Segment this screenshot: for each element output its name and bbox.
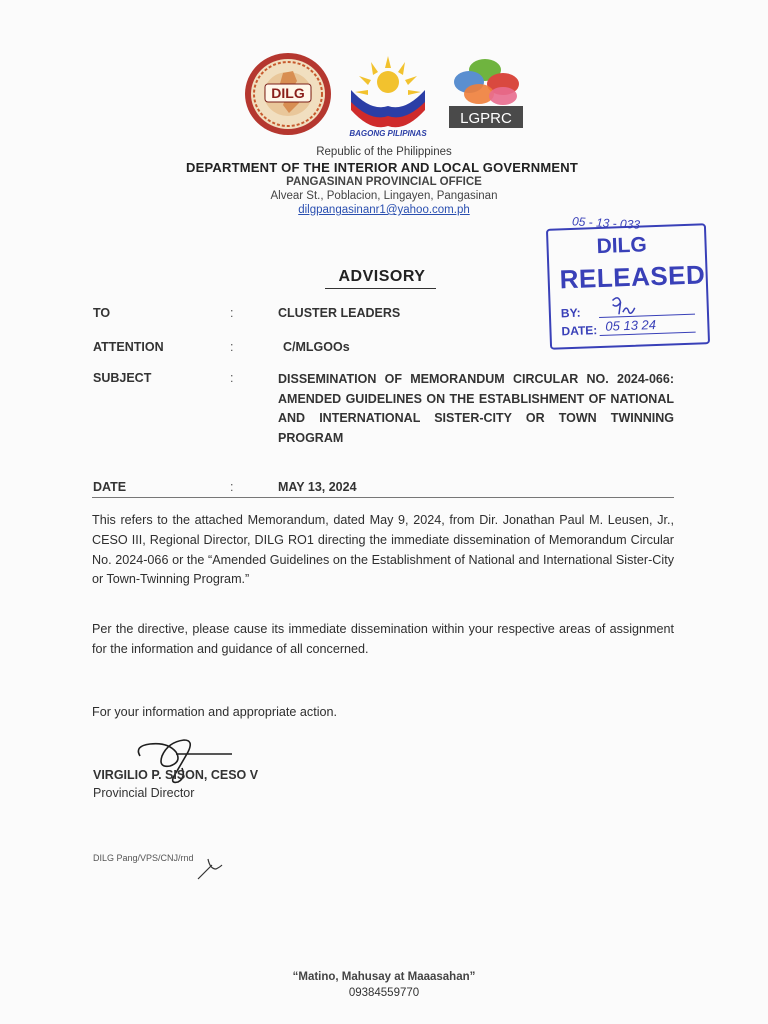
header-address: Alvear St., Poblacion, Lingayen, Pangasinan (270, 190, 498, 202)
logo-row (0, 48, 768, 138)
signatory-title: Provincial Director (93, 786, 195, 800)
reference-initials: DILG Pang/VPS/CNJ/rnd (93, 853, 194, 863)
to-label: TO (93, 306, 111, 320)
bagong-pilipinas-logo (345, 52, 431, 138)
header-email-link[interactable]: dilgpangasinanr1@yahoo.com.ph (298, 204, 470, 216)
date-label: DATE (93, 480, 127, 494)
signatory-name: VIRGILIO P. SISON, CESO V (93, 768, 259, 782)
subject-label: SUBJECT (93, 371, 152, 385)
header-republic: Republic of the Philippines (316, 146, 452, 158)
body-paragraph-1: This refers to the attached Memorandum, dated May 9, 2024, from Dir. Jonathan Paul M. Leusen, Jr., CESO III, Regional Director, DILG RO1 directing the immediate dissemination of Memorandum Circular No. 2024-066 or the “Amended Guidelines on the Establishment of National and International Sister-City or Town-Twinning Program.” (92, 513, 674, 587)
attention-label: ATTENTION (93, 340, 164, 354)
subject-value: DISSEMINATION OF MEMORANDUM CIRCULAR NO. 2024-066: AMENDED GUIDELINES ON THE ESTABLISHMENT OF NATIONAL AND INTERNATIONAL SISTER-CITY OR TOWN TWINNING PROGRAM (278, 372, 674, 446)
date-colon: : (230, 480, 234, 494)
stamp-status: RELEASED (559, 259, 706, 295)
dilg-seal-logo (243, 51, 333, 137)
stamp-control-number: 05 - 13 - 033 (571, 214, 641, 232)
closing-line: For your information and appropriate action. (92, 705, 338, 719)
initials-scribble (196, 855, 224, 881)
stamp-agency: DILG (596, 233, 648, 259)
date-value: MAY 13, 2024 (278, 480, 357, 494)
released-stamp (546, 223, 710, 350)
attention-colon: : (230, 340, 234, 354)
stamp-initials-scribble (608, 294, 637, 319)
dilg-logo-text: DILG (271, 85, 305, 101)
footer-motto: “Matino, Mahusay at Maaasahan” (292, 971, 476, 983)
document-title: ADVISORY (0, 268, 766, 286)
lgprc-logo (449, 56, 523, 128)
header-divider (92, 497, 674, 498)
stamp-date-value: 05 13 24 (605, 317, 657, 334)
header-department: DEPARTMENT OF THE INTERIOR AND LOCAL GOVERNMENT (186, 160, 578, 175)
to-value: CLUSTER LEADERS (278, 306, 401, 320)
to-colon: : (230, 306, 234, 320)
subject-colon: : (230, 371, 234, 385)
lgprc-logo-text: LGPRC (460, 110, 512, 127)
footer-phone: 09384559770 (348, 987, 420, 999)
attention-value: C/MLGOOs (283, 340, 350, 354)
stamp-by-label: BY: (560, 305, 581, 321)
stamp-date-label: DATE: (561, 323, 598, 339)
body-paragraph-2: Per the directive, please cause its immediate dissemination within your respective areas of assignment for the information and guidance of all concerned. (92, 622, 674, 656)
header-office: PANGASINAN PROVINCIAL OFFICE (286, 176, 482, 188)
bagong-pilipinas-text: BAGONG PILIPINAS (349, 129, 427, 138)
